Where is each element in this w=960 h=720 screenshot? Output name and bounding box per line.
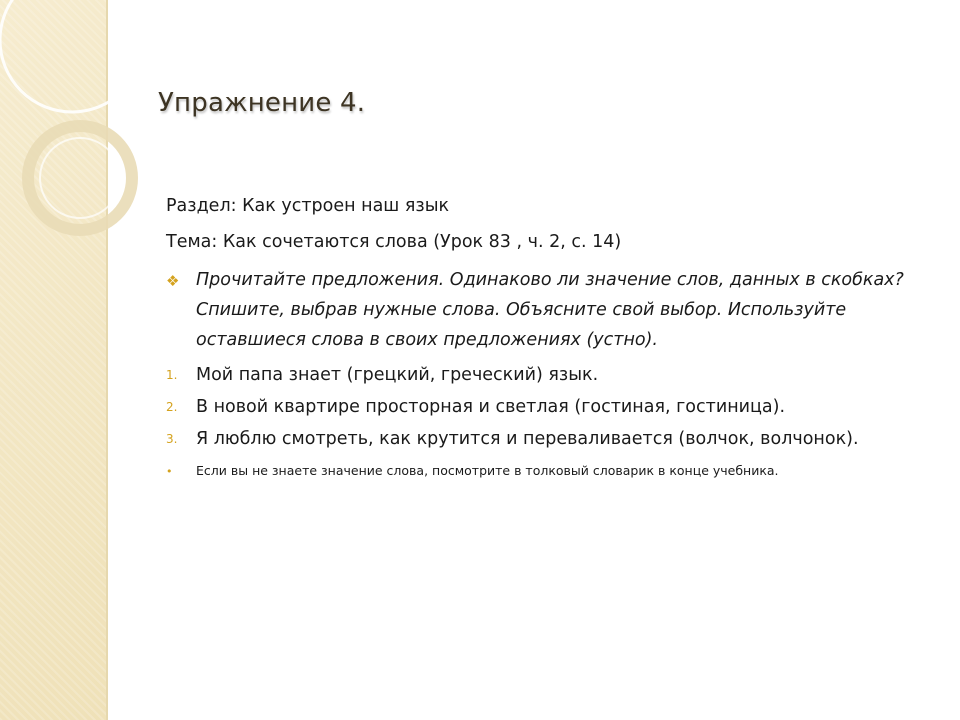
list-item (166, 391, 906, 423)
list-item-text: Мой папа знает (грецкий, греческий) язык. (196, 365, 599, 385)
list-number: 2. (166, 400, 178, 414)
list-item-text: В новой квартире просторная и светлая (гостиная, гостиница). (196, 397, 786, 417)
list-item-text: Я люблю смотреть, как крутится и переваливается (волчок, волчонок). (196, 429, 859, 449)
section-line: Раздел: Как устроен наш язык (166, 196, 450, 216)
list-item (166, 423, 906, 455)
slide-content (166, 193, 906, 481)
list-number: 1. (166, 368, 178, 382)
list-item (166, 359, 906, 391)
deco-circle-ring (28, 126, 132, 230)
note-text: Если вы не знаете значение слова, посмотрите в толковый словарик в конце учебника. (196, 463, 779, 478)
instruction-item (166, 265, 906, 355)
diamond-bullet-icon: ❖ (166, 272, 180, 290)
instruction-text: Прочитайте предложения. Одинаково ли значение слов, данных в скобках? Спишите, выбрав нужные слова. Объясните свой выбор. Используйте оставшиеся слова в своих предложениях (устно). (196, 270, 904, 350)
note-item (166, 461, 906, 481)
slide-title: Упражнение 4. (158, 88, 366, 118)
topic-line: Тема: Как сочетаются слова (Урок 83 , ч. 2, с. 14) (166, 232, 622, 252)
deco-circle-inner (40, 138, 120, 218)
dot-bullet-icon: • (166, 465, 173, 478)
list-number: 3. (166, 432, 178, 446)
deco-circle-large (0, 0, 144, 112)
